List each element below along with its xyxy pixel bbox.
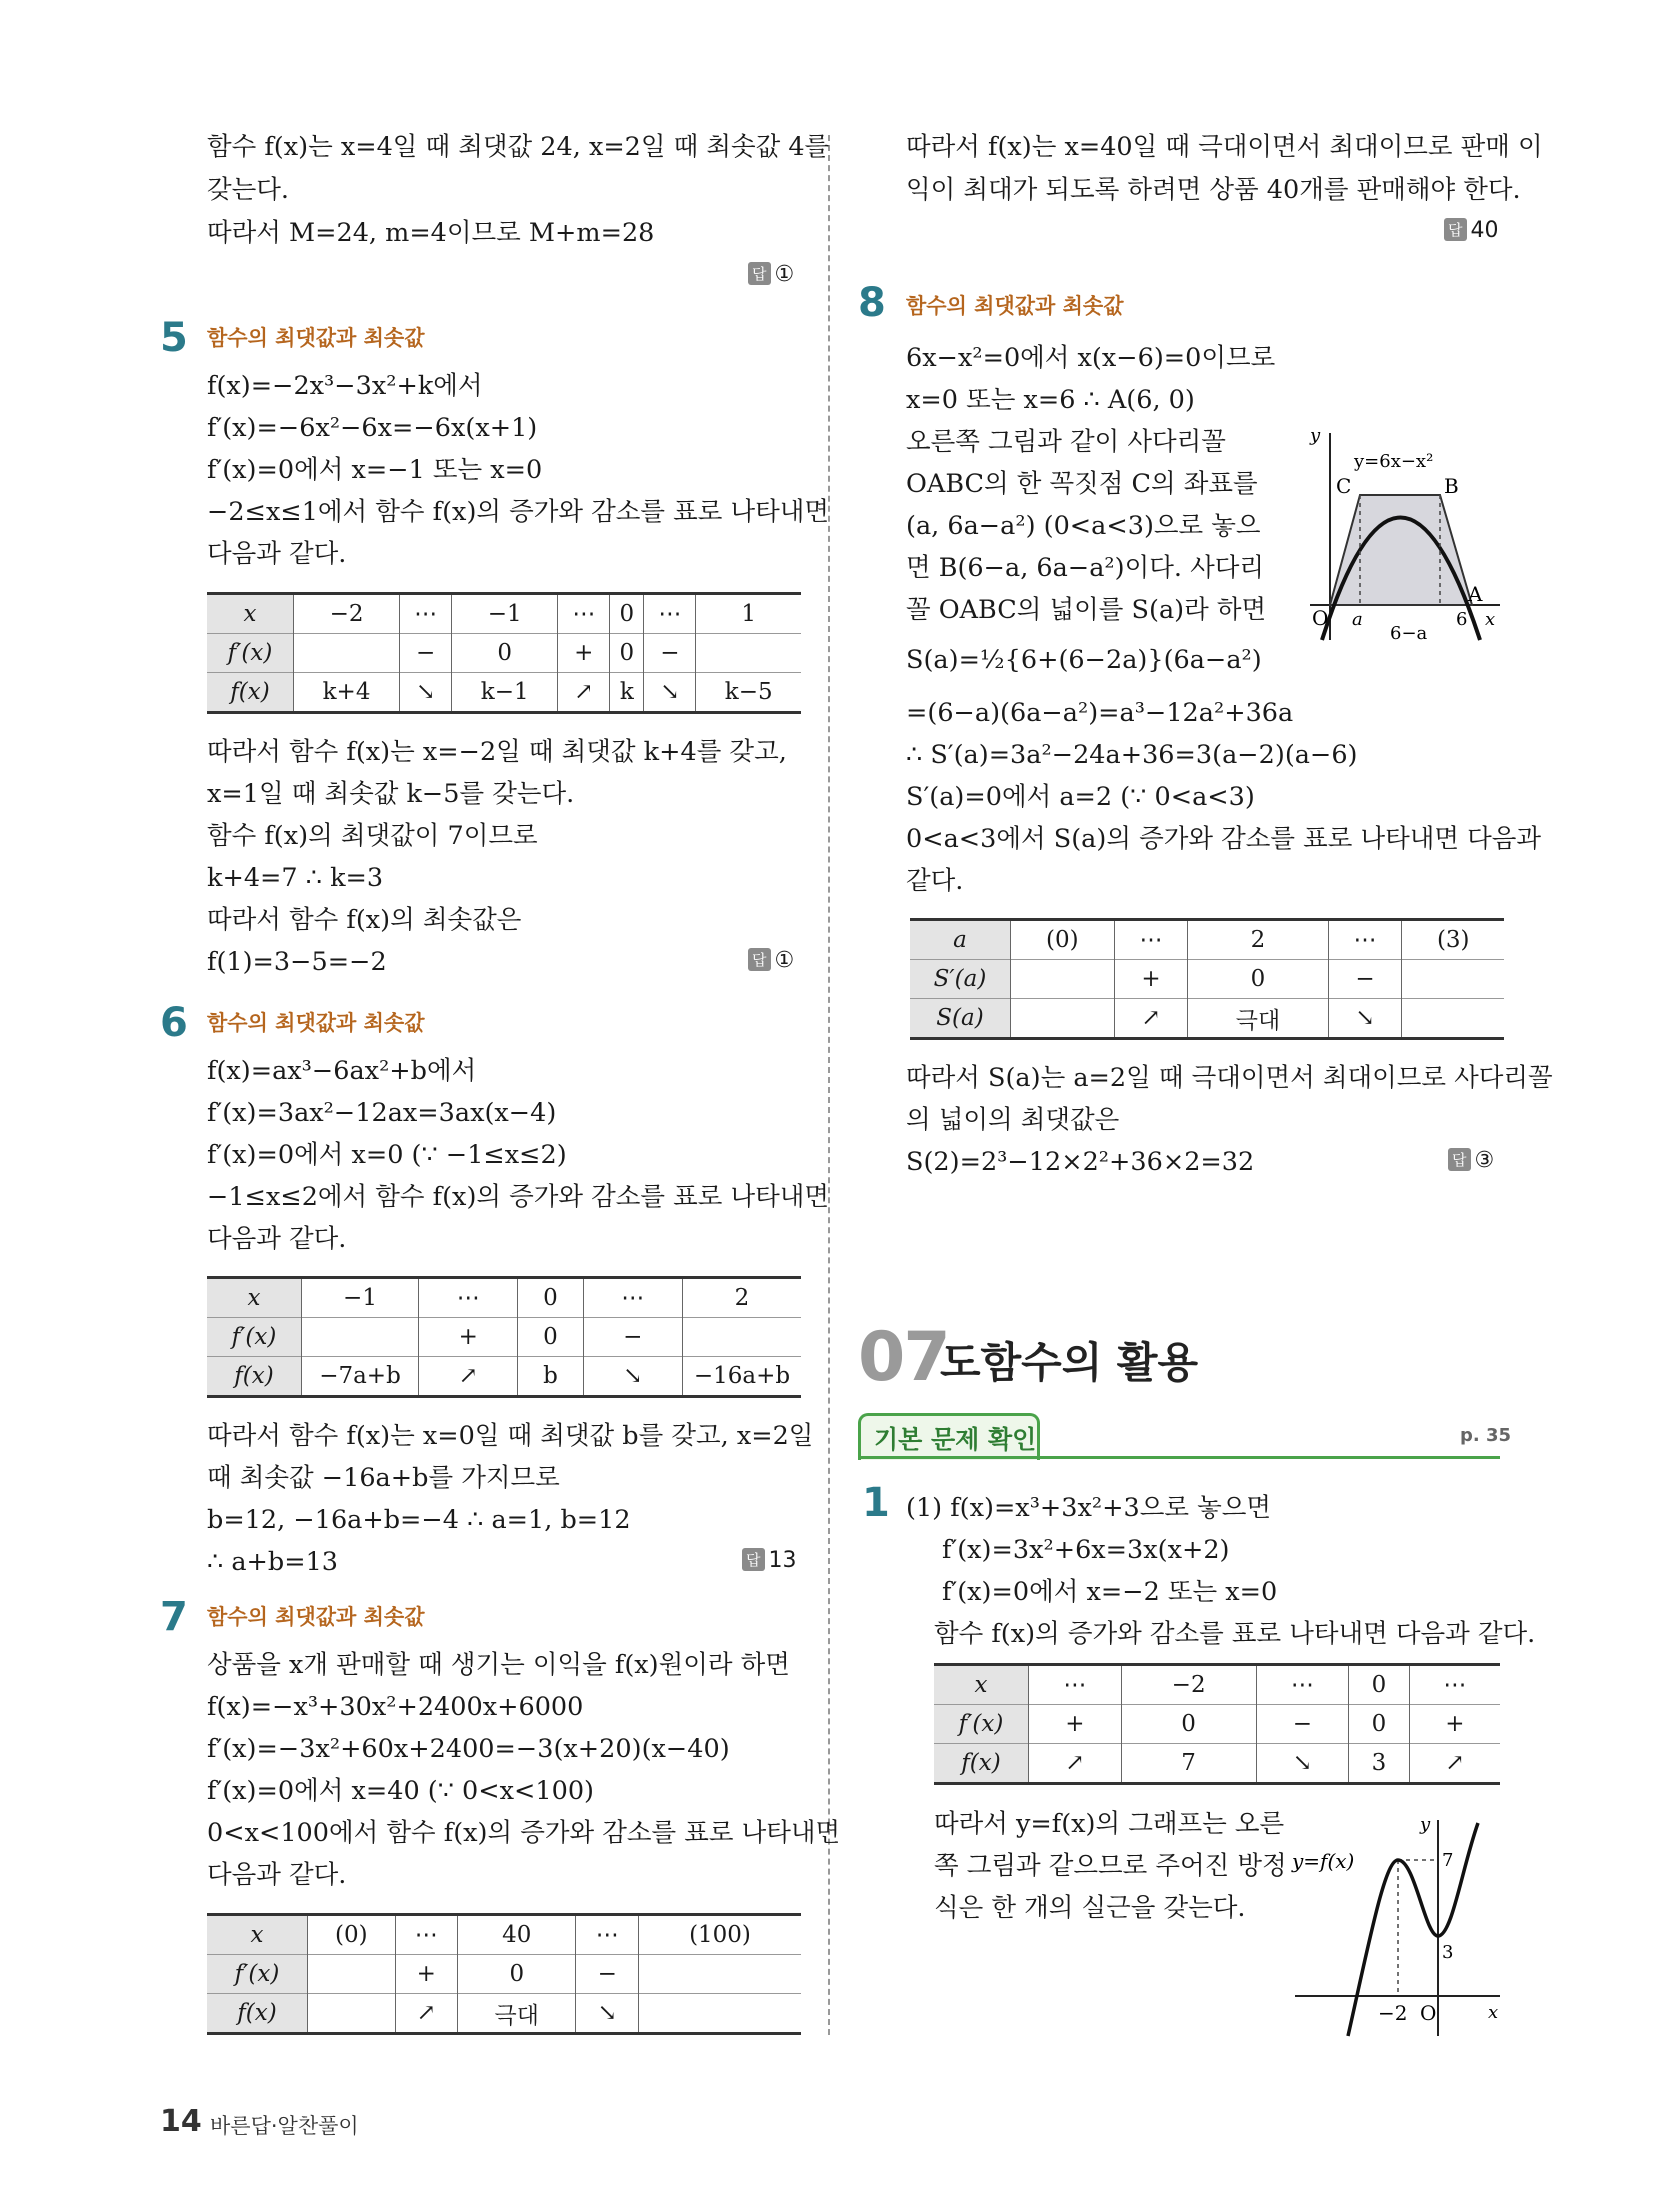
text-line: 다음과 같다. xyxy=(207,539,347,569)
table-cell: 극대 xyxy=(1188,999,1328,1039)
table-cell: b xyxy=(518,1357,583,1397)
text-line: 같다. xyxy=(906,866,964,896)
table-cell: −1 xyxy=(452,594,558,634)
text-line: 함수 f(x)의 최댓값이 7이므로 xyxy=(207,821,538,851)
table-cell: 2 xyxy=(1188,920,1328,960)
problem-number: 5 xyxy=(160,315,188,361)
table-cell: 3 xyxy=(1349,1744,1409,1784)
text-line: 6x−x²=0에서 x(x−6)=0이므로 xyxy=(906,343,1276,373)
table-cell: (0) xyxy=(308,1915,396,1955)
table-cell xyxy=(683,1318,802,1357)
text-line: f′(x)=−6x²−6x=−6x(x+1) xyxy=(207,413,538,443)
column-divider xyxy=(828,135,830,2035)
text-line: 식은 한 개의 실근을 갖는다. xyxy=(934,1893,1246,1923)
text-line: 다음과 같다. xyxy=(207,1860,347,1890)
text-line: x=1일 때 최솟값 k−5를 갖는다. xyxy=(207,779,575,809)
table-cell: ⋯ xyxy=(419,1278,518,1318)
table-cell: ⋯ xyxy=(1256,1665,1349,1705)
table-cell: k+4 xyxy=(294,673,400,713)
problem-number: 7 xyxy=(160,1594,188,1640)
table-cell: 7 xyxy=(1121,1744,1256,1784)
graph-label: O xyxy=(1420,2001,1437,2025)
graph-label: a xyxy=(1352,609,1363,630)
page-reference: p. 35 xyxy=(1460,1425,1512,1446)
text-line: 다음과 같다. xyxy=(207,1224,347,1254)
table-row xyxy=(207,594,801,634)
graph-label: C xyxy=(1336,474,1352,498)
graph-label: 6−a xyxy=(1390,623,1428,644)
problem-title: 함수의 최댓값과 최솟값 xyxy=(906,294,1124,318)
text-line: 따라서 함수 f(x)는 x=0일 때 최댓값 b를 갖고, x=2일 xyxy=(207,1421,814,1451)
answer-value: 40 xyxy=(1470,218,1499,243)
basic-tab-rule xyxy=(858,1456,1500,1459)
table-cell: −1 xyxy=(302,1278,419,1318)
table-cell: + xyxy=(558,634,610,673)
graph-label: 3 xyxy=(1442,1942,1454,1963)
table-row xyxy=(207,1915,801,1955)
table-cell xyxy=(308,1955,396,1994)
table-cell: ⋯ xyxy=(400,594,452,634)
text-line: f′(x)=−3x²+60x+2400=−3(x+20)(x−40) xyxy=(207,1734,730,1764)
table-cell xyxy=(302,1318,419,1357)
text-line: −1≤x≤2에서 함수 f(x)의 증가와 감소를 표로 나타내면 xyxy=(207,1182,830,1212)
table-row xyxy=(207,1278,801,1318)
table-cell: ↗ xyxy=(395,1994,458,2034)
text-line: f′(x)=0에서 x=−2 또는 x=0 xyxy=(942,1577,1278,1607)
table-cell: 0 xyxy=(452,634,558,673)
graph-label: y=f(x) xyxy=(1292,1849,1355,1873)
table-cell xyxy=(696,634,801,673)
table-cell: ↘ xyxy=(644,673,696,713)
text-line: 0<x<100에서 함수 f(x)의 증가와 감소를 표로 나타내면 xyxy=(207,1818,841,1848)
table-cell: x xyxy=(207,1278,302,1318)
table-cell xyxy=(1402,960,1504,999)
table-cell: ⋯ xyxy=(395,1915,458,1955)
variation-table xyxy=(207,1276,801,1398)
table-cell: 0 xyxy=(1349,1665,1409,1705)
text-line: k+4=7 ∴ k=3 xyxy=(207,863,384,893)
text-line: f′(x)=3ax²−12ax=3ax(x−4) xyxy=(207,1098,557,1128)
text-line: 0<a<3에서 S(a)의 증가와 감소를 표로 나타내면 다음과 xyxy=(906,824,1541,854)
table-cell: ⋯ xyxy=(576,1915,639,1955)
problem-title: 함수의 최댓값과 최솟값 xyxy=(207,1011,425,1035)
graph-label: O xyxy=(1312,606,1329,630)
table-cell: −2 xyxy=(294,594,400,634)
table-cell: −7a+b xyxy=(302,1357,419,1397)
text-line: 따라서 f(x)는 x=40일 때 극대이면서 최대이므로 판매 이 xyxy=(906,132,1543,162)
table-cell: + xyxy=(1029,1705,1122,1744)
table-cell: + xyxy=(419,1318,518,1357)
table-cell: f′(x) xyxy=(934,1705,1029,1744)
cubic-curve xyxy=(1348,1823,1478,2036)
answer-badge: 답 40 xyxy=(1444,218,1499,243)
table-cell: − xyxy=(1256,1705,1349,1744)
section-title: 도함수의 활용 xyxy=(940,1338,1199,1387)
text-line: f′(x)=0에서 x=0 (∵ −1≤x≤2) xyxy=(207,1140,567,1170)
text-line: 따라서 함수 f(x)의 최솟값은 xyxy=(207,905,522,935)
table-cell: ⋯ xyxy=(558,594,610,634)
table-cell: 0 xyxy=(610,594,644,634)
table-row xyxy=(910,960,1504,999)
text-line: S(a)=½{6+(6−2a)}(6a−a²) xyxy=(906,645,1262,675)
table-row xyxy=(934,1665,1500,1705)
answer-badge: 답 13 xyxy=(742,1548,797,1573)
variation-table xyxy=(934,1663,1500,1785)
footer-title: 바른답·알찬풀이 xyxy=(210,2114,359,2138)
table-cell: ⋯ xyxy=(1409,1665,1500,1705)
graph-label: 6 xyxy=(1456,609,1468,630)
table-cell: ↗ xyxy=(1409,1744,1500,1784)
table-cell: f(x) xyxy=(207,1994,308,2034)
text-line: 따라서 S(a)는 a=2일 때 극대이면서 최대이므로 사다리꼴 xyxy=(906,1063,1553,1093)
table-cell: (3) xyxy=(1402,920,1504,960)
table-row xyxy=(207,1994,801,2034)
text-line: f(x)=−x³+30x²+2400x+6000 xyxy=(207,1692,584,1722)
basic-tab-label: 기본 문제 확인 xyxy=(874,1425,1037,1454)
table-cell: ↘ xyxy=(1256,1744,1349,1784)
text-line: 따라서 M=24, m=4이므로 M+m=28 xyxy=(207,218,655,248)
answer-value: ③ xyxy=(1474,1148,1495,1173)
page-number: 14 xyxy=(160,2104,202,2139)
table-cell: k−5 xyxy=(696,673,801,713)
table-cell: ↗ xyxy=(558,673,610,713)
table-cell xyxy=(638,1994,801,2034)
text-line: x=0 또는 x=6 ∴ A(6, 0) xyxy=(906,385,1195,415)
table-row xyxy=(910,999,1504,1039)
text-line: S′(a)=0에서 a=2 (∵ 0<a<3) xyxy=(906,782,1255,812)
table-cell: x xyxy=(207,1915,308,1955)
table-cell: k xyxy=(610,673,644,713)
table-cell: f(x) xyxy=(207,1357,302,1397)
text-line: 따라서 y=f(x)의 그래프는 오른 xyxy=(934,1809,1285,1839)
graph-label: x xyxy=(1485,609,1496,630)
table-row xyxy=(207,1318,801,1357)
table-cell: a xyxy=(910,920,1011,960)
text-line: 오른쪽 그림과 같이 사다리꼴 xyxy=(906,427,1226,457)
cubic-graph xyxy=(1290,1808,1510,2038)
answer-badge: 답 ③ xyxy=(1448,1148,1494,1173)
text-line: f′(x)=0에서 x=40 (∵ 0<x<100) xyxy=(207,1776,595,1806)
table-cell: ↘ xyxy=(583,1357,682,1397)
table-cell: 1 xyxy=(696,594,801,634)
text-line: f(1)=3−5=−2 xyxy=(207,947,387,977)
variation-table xyxy=(910,918,1504,1040)
answer-value: ① xyxy=(774,948,795,973)
table-cell: 0 xyxy=(458,1955,576,1994)
variation-table xyxy=(207,1913,801,2035)
table-cell: S′(a) xyxy=(910,960,1011,999)
answer-badge: 답 ① xyxy=(748,262,794,287)
table-cell: ⋯ xyxy=(644,594,696,634)
problem-title: 함수의 최댓값과 최솟값 xyxy=(207,326,425,350)
table-cell: ↗ xyxy=(1114,999,1188,1039)
problem-title: 함수의 최댓값과 최솟값 xyxy=(207,1605,425,1629)
graph-label: −2 xyxy=(1378,2001,1408,2025)
text-line: (1) f(x)=x³+3x²+3으로 놓으면 xyxy=(906,1493,1271,1523)
table-cell: S(a) xyxy=(910,999,1011,1039)
text-line: f′(x)=3x²+6x=3x(x+2) xyxy=(942,1535,1230,1565)
graph-label: B xyxy=(1444,474,1459,498)
table-cell xyxy=(308,1994,396,2034)
table-cell: −2 xyxy=(1121,1665,1256,1705)
table-cell: ↘ xyxy=(400,673,452,713)
table-cell: k−1 xyxy=(452,673,558,713)
table-cell: 2 xyxy=(683,1278,802,1318)
text-line: ∴ S′(a)=3a²−24a+36=3(a−2)(a−6) xyxy=(906,740,1358,770)
text-line: −2≤x≤1에서 함수 f(x)의 증가와 감소를 표로 나타내면 xyxy=(207,497,830,527)
table-cell: − xyxy=(400,634,452,673)
table-cell: 0 xyxy=(1349,1705,1409,1744)
table-cell: 0 xyxy=(610,634,644,673)
trapezoid-oabc xyxy=(1330,495,1472,605)
problem-number: 1 xyxy=(862,1480,890,1526)
table-cell: + xyxy=(1114,960,1188,999)
graph-label: y=6x−x² xyxy=(1354,451,1434,472)
table-cell: 0 xyxy=(1188,960,1328,999)
table-row xyxy=(934,1705,1500,1744)
graph-label: 7 xyxy=(1442,1850,1454,1871)
table-cell: f(x) xyxy=(207,673,294,713)
table-cell: ⋯ xyxy=(1029,1665,1122,1705)
text-line: 함수 f(x)는 x=4일 때 최댓값 24, x=2일 때 최솟값 4를 xyxy=(207,132,830,162)
section-number: 07 xyxy=(858,1318,949,1397)
table-cell: f′(x) xyxy=(207,634,294,673)
graph-label: y xyxy=(1310,425,1321,446)
table-cell: ⋯ xyxy=(1114,920,1188,960)
table-cell: f(x) xyxy=(934,1744,1029,1784)
text-line: 꼴 OABC의 넓이를 S(a)라 하면 xyxy=(906,595,1267,625)
table-cell: 극대 xyxy=(458,1994,576,2034)
text-line: 의 넓이의 최댓값은 xyxy=(906,1105,1120,1135)
table-cell: 0 xyxy=(518,1318,583,1357)
text-line: =(6−a)(6a−a²)=a³−12a²+36a xyxy=(906,698,1294,728)
text-line: b=12, −16a+b=−4 ∴ a=1, b=12 xyxy=(207,1505,631,1535)
table-cell: 40 xyxy=(458,1915,576,1955)
table-cell: 0 xyxy=(518,1278,583,1318)
graph-label: x xyxy=(1488,2002,1499,2023)
table-cell: + xyxy=(395,1955,458,1994)
text-line: 면 B(6−a, 6a−a²)이다. 사다리 xyxy=(906,553,1264,583)
answer-value: 13 xyxy=(768,1548,797,1573)
table-cell: ↘ xyxy=(1328,999,1402,1039)
table-cell: f′(x) xyxy=(207,1318,302,1357)
table-cell: − xyxy=(583,1318,682,1357)
graph-label: A xyxy=(1468,582,1483,606)
text-line: OABC의 한 꼭짓점 C의 좌표를 xyxy=(906,469,1258,499)
problem-number: 6 xyxy=(160,1000,188,1046)
table-row xyxy=(207,634,801,673)
table-cell: + xyxy=(1409,1705,1500,1744)
table-cell: x xyxy=(207,594,294,634)
table-row xyxy=(910,920,1504,960)
table-row xyxy=(207,1955,801,1994)
problem-number: 8 xyxy=(858,280,886,326)
text-line: f′(x)=0에서 x=−1 또는 x=0 xyxy=(207,455,543,485)
text-line: (a, 6a−a²) (0<a<3)으로 놓으 xyxy=(906,511,1261,541)
table-cell xyxy=(294,634,400,673)
table-row xyxy=(207,1357,801,1397)
table-cell: ↗ xyxy=(419,1357,518,1397)
table-cell: (0) xyxy=(1011,920,1115,960)
table-cell: 0 xyxy=(1121,1705,1256,1744)
table-cell: ↗ xyxy=(1029,1744,1122,1784)
table-cell: − xyxy=(644,634,696,673)
text-line: f(x)=ax³−6ax²+b에서 xyxy=(207,1056,477,1086)
text-line: 갖는다. xyxy=(207,175,290,205)
parabola-graph xyxy=(1300,425,1510,645)
table-cell: −16a+b xyxy=(683,1357,802,1397)
table-cell: ↘ xyxy=(576,1994,639,2034)
table-cell: (100) xyxy=(638,1915,801,1955)
table-cell xyxy=(1402,999,1504,1039)
text-line: 때 최솟값 −16a+b를 가지므로 xyxy=(207,1463,560,1493)
variation-table xyxy=(207,592,801,714)
text-line: 따라서 함수 f(x)는 x=−2일 때 최댓값 k+4를 갖고, xyxy=(207,737,787,767)
table-cell: f′(x) xyxy=(207,1955,308,1994)
text-line: 상품을 x개 판매할 때 생기는 이익을 f(x)원이라 하면 xyxy=(207,1650,790,1680)
table-cell: − xyxy=(576,1955,639,1994)
table-cell: ⋯ xyxy=(1328,920,1402,960)
answer-value: ① xyxy=(774,262,795,287)
table-cell: ⋯ xyxy=(583,1278,682,1318)
answer-badge: 답 ① xyxy=(748,948,794,973)
table-cell xyxy=(638,1955,801,1994)
table-cell: x xyxy=(934,1665,1029,1705)
table-row xyxy=(934,1744,1500,1784)
text-line: ∴ a+b=13 xyxy=(207,1547,339,1577)
graph-label: y xyxy=(1420,1814,1431,1835)
table-row xyxy=(207,673,801,713)
text-line: f(x)=−2x³−3x²+k에서 xyxy=(207,371,483,401)
table-cell: − xyxy=(1328,960,1402,999)
text-line: 함수 f(x)의 증가와 감소를 표로 나타내면 다음과 같다. xyxy=(934,1619,1536,1649)
table-cell xyxy=(1011,960,1115,999)
text-line: 익이 최대가 되도록 하려면 상품 40개를 판매해야 한다. xyxy=(906,175,1521,205)
text-line: 쪽 그림과 같으므로 주어진 방정 xyxy=(934,1851,1287,1881)
text-line: S(2)=2³−12×2²+36×2=32 xyxy=(906,1147,1255,1177)
table-cell xyxy=(1011,999,1115,1039)
